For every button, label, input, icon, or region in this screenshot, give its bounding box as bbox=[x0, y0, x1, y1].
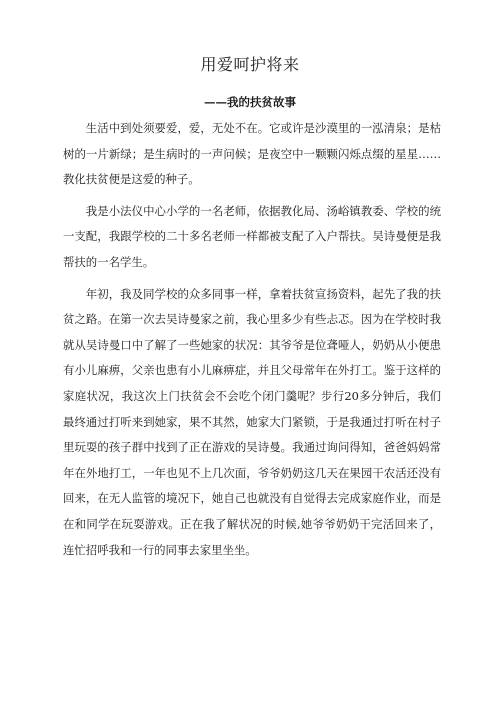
document-body bbox=[63, 116, 441, 569]
document-title: 用爱呵护将来 bbox=[200, 55, 300, 74]
paragraph: 年初，我及同学校的众多同事一样，拿着扶贫宣扬资料，起先了我的扶贫之路。在第一次去吴诗曼家之前，我心里多少有些忐忑。因为在学校时我就从吴诗曼口中了解了一些她家的状况：其爷爷是位聋哑人，奶奶从小便患有小儿麻痹，父亲也患有小儿麻痹症，并且父母常年在外打工。鉴于这样的家庭状况，我这次上门扶贫会不会吃个闭门羹呢？步行20多分钟后，我们最终通过打听来到她家，果不其然，她家大门紧锁，于是我通过打听在村子里玩耍的孩子群中找到了正在游戏的吴诗曼。我通过询问得知，爸爸妈妈常年在外地打工，一年也见不上几次面，爷爷奶奶这几天在果园干农活还没有回来，在无人监管的境况下，她自己也就没有自觉得去完成家庭作业，而是在和同学在玩耍游戏。正在我了解状况的时候,她爷爷奶奶干完活回来了，连忙招呼我和一行的同事去家里坐坐。 bbox=[63, 286, 441, 557]
paragraph: 生活中到处须要爱，爱，无处不在。它或许是沙漠里的一泓清泉；是枯树的一片新绿；是生病时的一声问候；是夜空中一颗颗闪烁点缀的星星……教化扶贫便是这爱的种子。 bbox=[63, 121, 441, 187]
paragraph: 我是小法仪中心小学的一名老师，依据教化局、汤峪镇教委、学校的统一支配，我跟学校的二十多名老师一样都被支配了入户帮扶。吴诗曼便是我帮扶的一名学生。 bbox=[63, 203, 441, 269]
document-subtitle: ——我的扶贫故事 bbox=[204, 95, 296, 109]
